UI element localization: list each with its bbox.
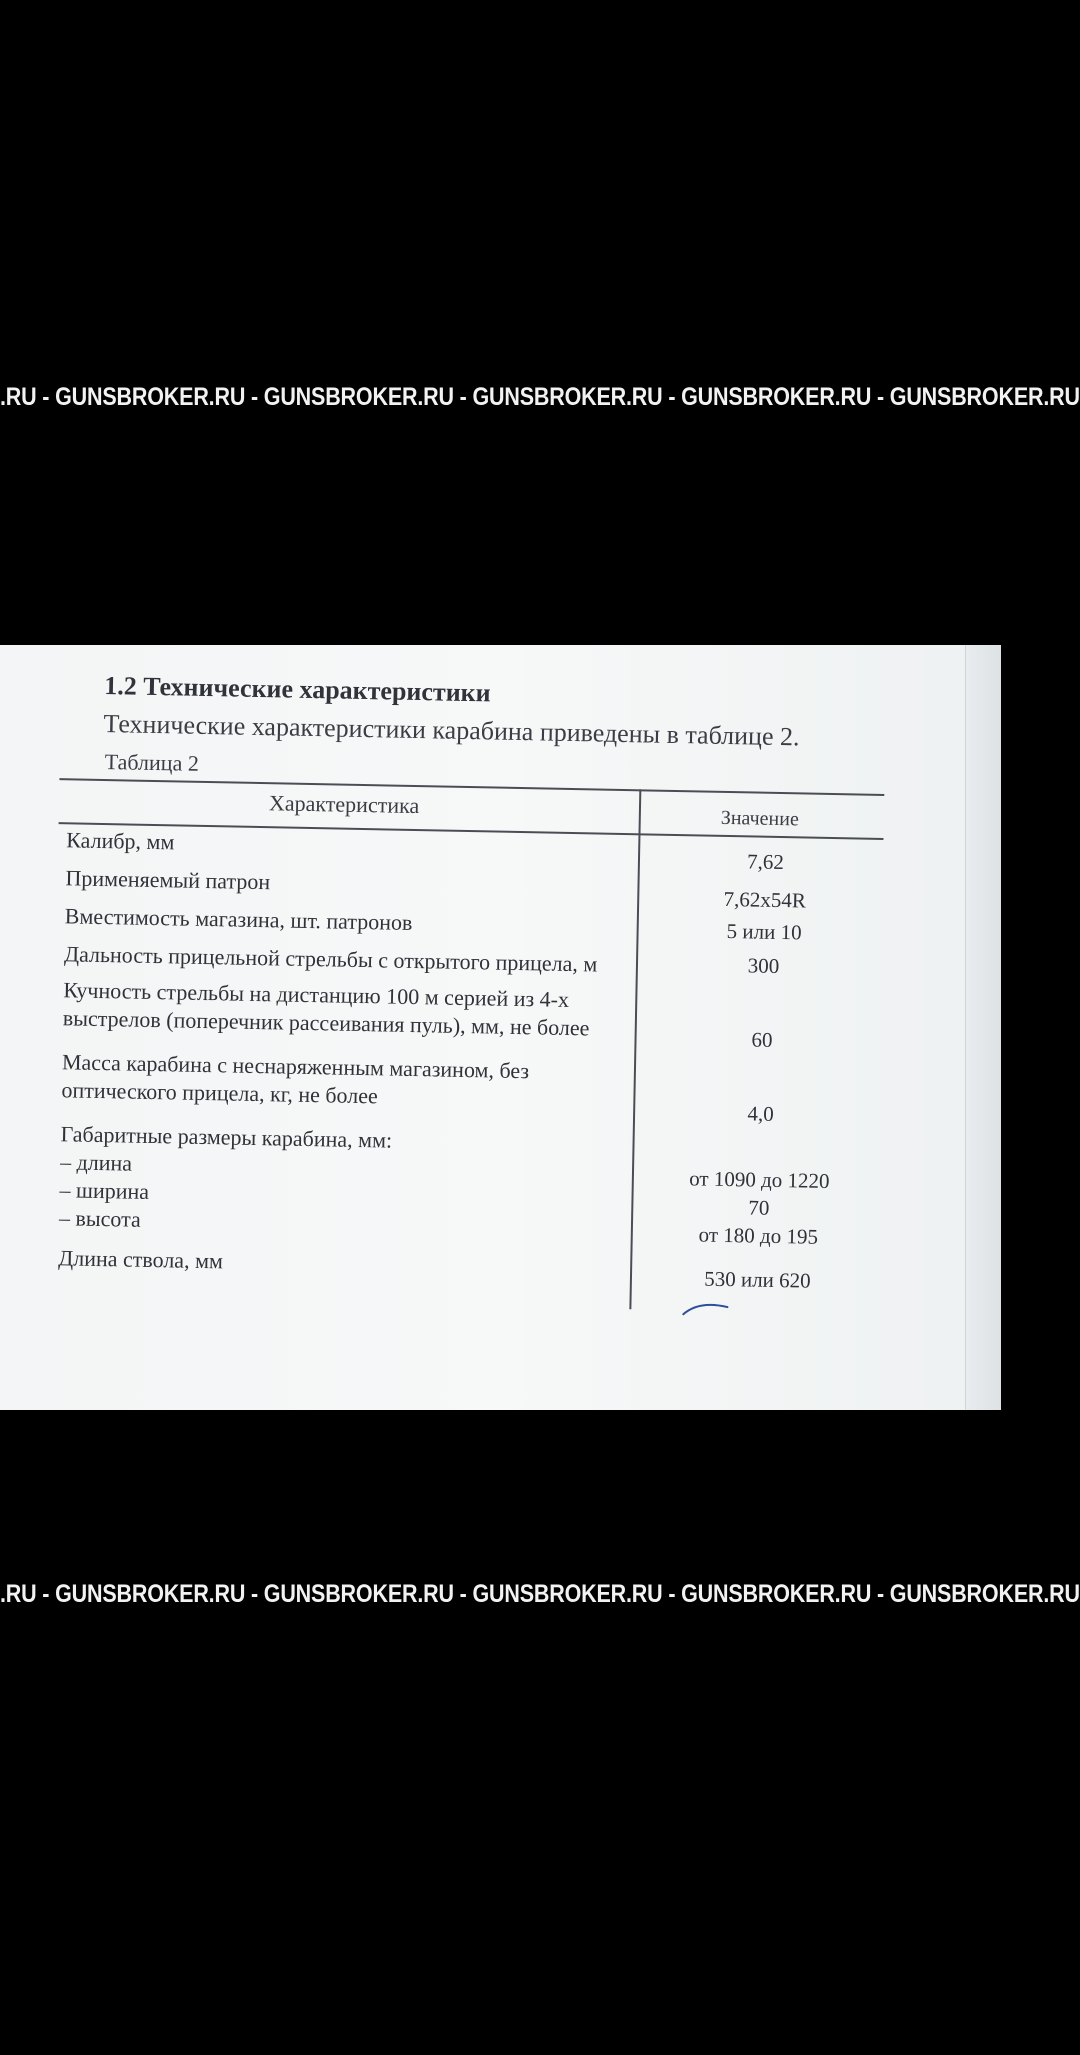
row-name — [58, 1244, 618, 1283]
column-header-characteristic: Характеристика — [268, 790, 420, 819]
row-name-line: – ширина — [59, 1177, 150, 1204]
row-name-line: Габаритные размеры карабина, мм: — [60, 1121, 393, 1153]
row-name-line: Длина ствола, мм — [58, 1245, 224, 1274]
row-value: 530 или 620 — [704, 1266, 811, 1293]
row-name-line: Масса карабина с неснаряженным магазином, без — [61, 1049, 530, 1084]
row-name-line: Калибр, мм — [66, 827, 175, 855]
row-value: 4,0 — [747, 1101, 774, 1126]
watermark-bottom: .RU - GUNSBROKER.RU - GUNSBROKER.RU - GUNSBROKER.RU - GUNSBROKER.RU - GUNSBROKER.RU — [0, 1580, 1080, 1608]
row-name-line: Вместимость магазина, шт. патронов — [64, 903, 413, 935]
row-name-line: – длина — [59, 1149, 133, 1176]
row-name — [65, 902, 625, 941]
row-value: 7,62 — [746, 849, 785, 875]
row-name-line: – высота — [58, 1205, 142, 1232]
row-name — [59, 1120, 621, 1243]
table-top-rule — [59, 778, 884, 796]
intro-text: Технические характеристики карабина приведены в таблице 2. — [103, 709, 800, 752]
row-value: 300 — [747, 953, 780, 979]
document-photo — [0, 645, 1000, 1410]
row-name — [61, 1048, 622, 1115]
row-value: 7,62x54R — [723, 886, 807, 913]
row-name — [65, 864, 625, 903]
row-name-line: Дальность прицельной стрельбы с открытого прицела, м — [63, 941, 598, 977]
row-name-line: Применяемый патрон — [65, 865, 271, 895]
watermark-top: .RU - GUNSBROKER.RU - GUNSBROKER.RU - GUNSBROKER.RU - GUNSBROKER.RU - GUNSBROKER.RU — [0, 383, 1080, 411]
row-name-line: Кучность стрельбы на дистанцию 100 м серией из 4-х — [63, 977, 570, 1012]
row-name-line: выстрелов (поперечник рассеивания пуль), мм, не более — [62, 1005, 590, 1041]
row-name — [64, 940, 624, 979]
column-header-value: Значение — [720, 806, 800, 831]
table-caption: Таблица 2 — [104, 749, 200, 776]
row-value: 60 — [751, 1027, 773, 1052]
row-name — [63, 976, 624, 1043]
specs-table — [49, 778, 884, 1314]
row-value: от 1090 до 1220 — [688, 1166, 830, 1194]
document-sheet — [0, 645, 1000, 1429]
section-heading: 1.2 Технические характеристики — [103, 671, 491, 708]
handwritten-mark — [679, 1298, 749, 1319]
row-name-line: оптического прицела, кг, не более — [61, 1077, 379, 1109]
row-value: 5 или 10 — [726, 919, 802, 945]
row-value: от 180 до 195 — [698, 1222, 819, 1249]
table-column-divider — [629, 789, 641, 1309]
row-value: 70 — [748, 1195, 770, 1220]
